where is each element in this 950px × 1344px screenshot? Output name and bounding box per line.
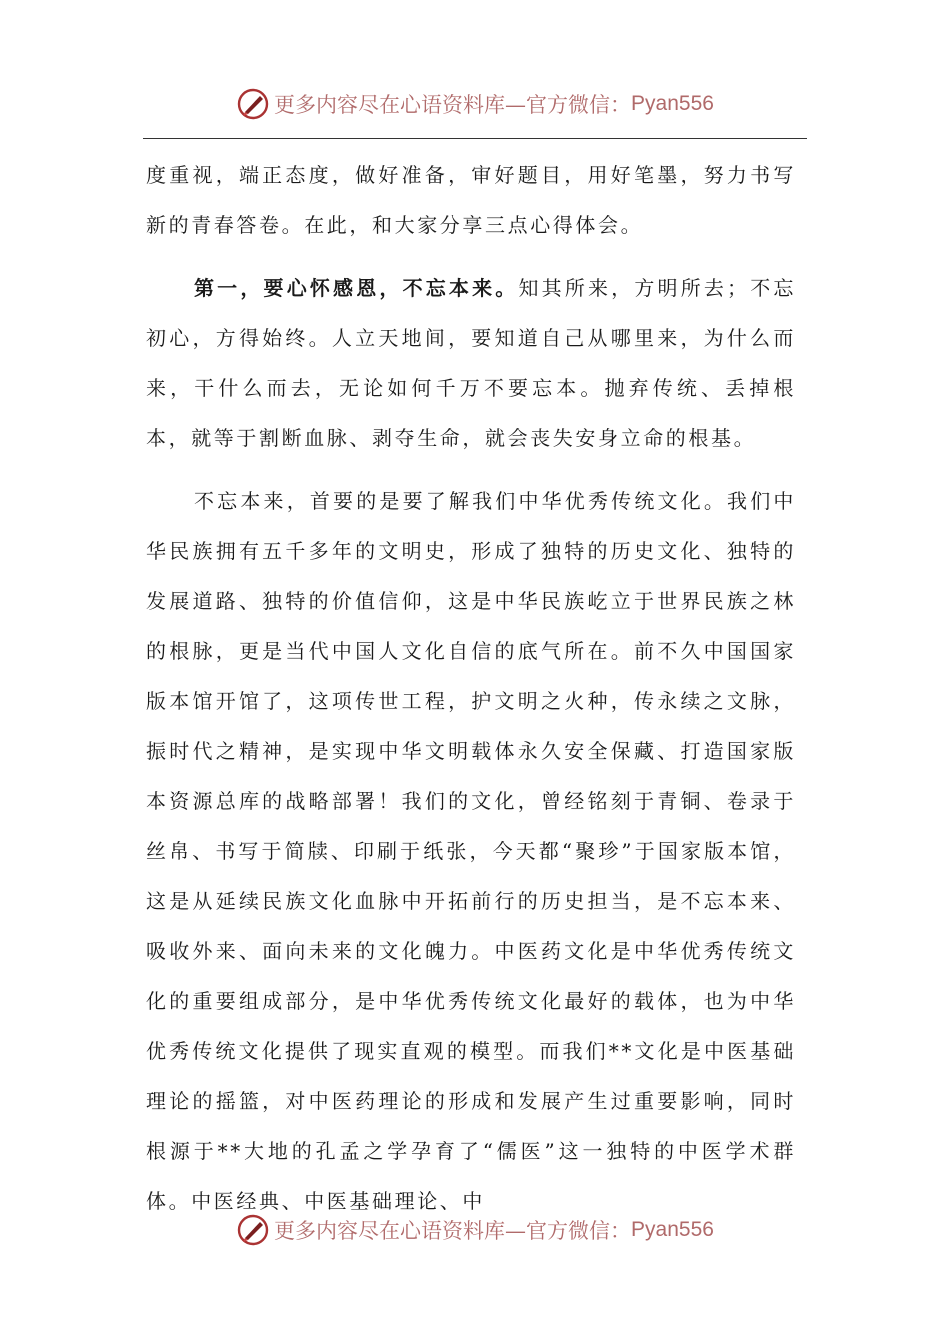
pen-logo-icon — [236, 1213, 270, 1247]
paragraph-text: 知其所来，方明所去；不忘初心，方得始终。人立天地间，要知道自己从哪里来，为什么而来，干什么而去，无论如何千万不要忘本。抛弃传统、丢掉根本，就等于割断血脉、剥夺生命，就会丧失安身立命的根基。 — [146, 276, 797, 450]
paragraph-culture: 不忘本来，首要的是要了解我们中华优秀传统文化。我们中华民族拥有五千多年的文明史，形成了独特的历史文化、独特的发展道路、独特的价值信仰，这是中华民族屹立于世界民族之林的根脉，更是当代中国人文化自信的底气所在。前不久中国国家版本馆开馆了，这项传世工程，护文明之火种，传永续之文脉，振时代之精神，是实现中华文明载体永久安全保藏、打造国家版本资源总库的战略部署！我们的文化，曾经铭刻于青铜、卷录于丝帛、书写于简牍、印刷于纸张，今天都“聚珍”于国家版本馆，这是从延续民族文化血脉中开拓前行的历史担当，是不忘本来、吸收外来、面向未来的文化魄力。中医药文化是中华优秀传统文化的重要组成部分，是中华优秀传统文化最好的载体，也为中华优秀传统文化提供了现实直观的模型。而我们**文化是中医基础理论的摇篮，对中医药理论的形成和发展产生过重要影响，同时根源于**大地的孔孟之学孕育了“儒医”这一独特的中医学术群体。中医经典、中医基础理论、中 — [146, 489, 796, 1213]
header-divider — [143, 138, 807, 139]
header-watermark-banner — [0, 84, 950, 124]
banner-text: 更多内容尽在心语资料库—官方微信： — [274, 93, 632, 117]
pen-logo-icon — [236, 87, 270, 121]
paragraph-continuation: 度重视，端正态度，做好准备，审好题目，用好笔墨，努力书写新的青春答卷。在此，和大家分享三点心得体会。 — [146, 163, 796, 237]
document-body — [146, 150, 796, 1226]
paragraph-first-point — [146, 263, 796, 463]
footer-watermark-banner — [0, 1210, 950, 1250]
banner-wechat-id: Pyan556 — [631, 1218, 714, 1241]
banner-wechat-id: Pyan556 — [631, 92, 714, 115]
banner-text: 更多内容尽在心语资料库—官方微信： — [274, 1219, 632, 1243]
paragraph-heading: 第一，要心怀感恩，不忘本来。 — [194, 276, 519, 300]
